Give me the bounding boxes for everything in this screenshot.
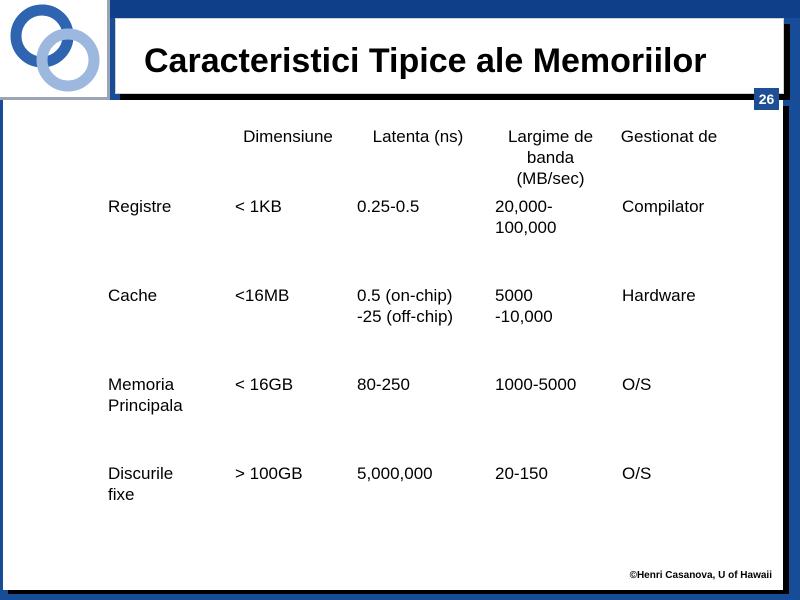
table-row: [100, 370, 724, 459]
table-cell: < 1KB: [235, 197, 282, 216]
table-cell: 5,000,000: [357, 464, 433, 483]
table-cell: < 16GB: [235, 375, 294, 394]
row-label: Cache: [108, 286, 158, 305]
logo-icon: [6, 2, 106, 96]
page-title: Caracteristici Tipice ale Memoriilor: [144, 42, 707, 80]
table-row: [100, 459, 724, 548]
header-cell: Gestionat de: [620, 127, 718, 146]
memory-table: [100, 120, 724, 548]
table-cell: 5000 -10,000: [495, 286, 553, 326]
row-label: Memoria Principala: [108, 375, 183, 415]
table-cell: O/S: [622, 375, 652, 394]
background-band: [0, 0, 800, 18]
table-cell: 0.5 (on-chip) -25 (off-chip): [357, 286, 454, 326]
table-row: [100, 192, 724, 281]
copyright-notice: ©Henri Casanova, U of Hawaii: [629, 570, 772, 581]
table-cell: 1000-5000: [495, 375, 577, 394]
table-body: [100, 192, 724, 548]
slide-number: 26: [754, 88, 779, 110]
header-cell: Largime de banda (MB/sec): [507, 127, 594, 188]
table-cell: > 100GB: [235, 464, 303, 483]
header-cell: [100, 120, 227, 192]
header-cell: Dimensiune: [243, 127, 333, 146]
table-row: [100, 281, 724, 370]
table-cell: 0.25-0.5: [357, 197, 420, 216]
logo: [0, 0, 110, 100]
header-row: [100, 120, 724, 192]
table-cell: Hardware: [622, 286, 696, 305]
table-cell: 20-150: [495, 464, 548, 483]
table-cell: 80-250: [357, 375, 410, 394]
row-label: Registre: [108, 197, 172, 216]
table-cell: <16MB: [235, 286, 290, 305]
table-cell: Compilator: [622, 197, 705, 216]
table-cell: O/S: [622, 464, 652, 483]
header-cell: Latenta (ns): [372, 127, 464, 146]
table-cell: 20,000- 100,000: [495, 197, 557, 237]
title-box: [115, 18, 784, 94]
row-label: Discurile fixe: [108, 464, 174, 504]
